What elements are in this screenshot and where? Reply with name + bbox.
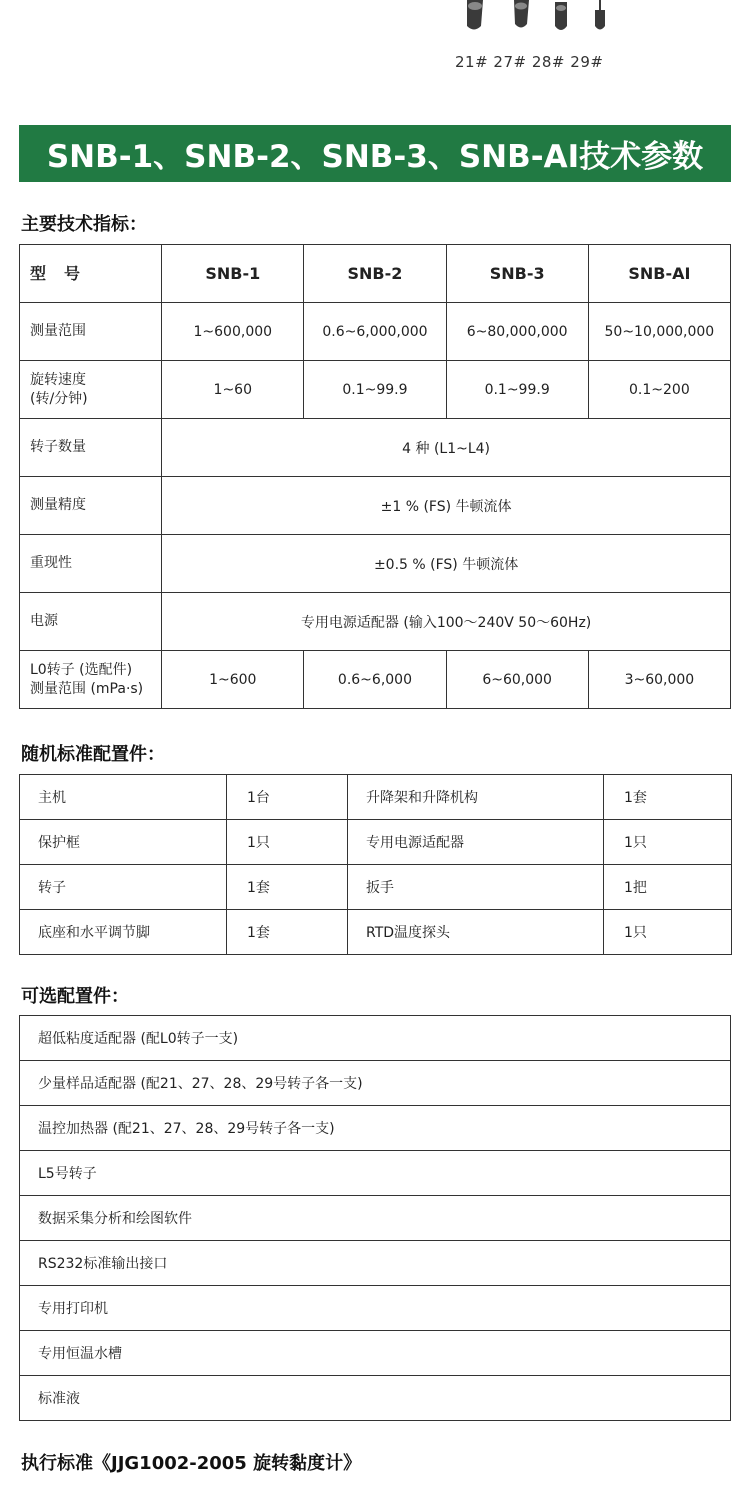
item-qty: 1套 — [227, 865, 348, 910]
item-qty: 1套 — [604, 775, 732, 820]
list-item — [20, 1286, 731, 1331]
item-name: 保护框 — [20, 820, 227, 865]
model-header: 型 号 — [20, 245, 162, 303]
model-snb3: SNB-3 — [446, 245, 588, 303]
item-name: 扳手 — [348, 865, 604, 910]
item-name: 升降架和升降机构 — [348, 775, 604, 820]
item-qty: 1只 — [604, 910, 732, 955]
optional-item: 数据采集分析和绘图软件 — [20, 1196, 731, 1241]
spec-row-speed — [20, 361, 731, 419]
row-label: 重现性 — [20, 535, 162, 593]
table-cell: 1~60 — [162, 361, 304, 419]
rotor-29-icon — [593, 0, 607, 34]
item-qty: 1台 — [227, 775, 348, 820]
item-name: RTD温度探头 — [348, 910, 604, 955]
optional-item: L5号转子 — [20, 1151, 731, 1196]
spec-row-range — [20, 303, 731, 361]
list-item — [20, 1376, 731, 1421]
merged-cell: 专用电源适配器 (输入100～240V 50～60Hz) — [162, 593, 731, 651]
table-cell: 0.1~99.9 — [446, 361, 588, 419]
item-qty: 1只 — [227, 820, 348, 865]
list-item — [20, 1106, 731, 1151]
row-label: 电源 — [20, 593, 162, 651]
main-spec-title: 主要技术指标： — [21, 214, 147, 235]
model-snbai: SNB-AI — [588, 245, 730, 303]
table-cell: 6~60,000 — [446, 651, 588, 709]
table-cell: 50~10,000,000 — [588, 303, 730, 361]
item-name: 专用电源适配器 — [348, 820, 604, 865]
spec-table — [19, 244, 731, 709]
merged-cell: ±1 % (FS) 牛顿流体 — [162, 477, 731, 535]
optional-config-title: 可选配置件： — [21, 986, 129, 1007]
list-item — [20, 1151, 731, 1196]
row-label: 测量范围 — [20, 303, 162, 361]
optional-item: RS232标准输出接口 — [20, 1241, 731, 1286]
row-label — [20, 651, 162, 709]
standard-config-table — [19, 774, 732, 955]
table-row — [20, 775, 732, 820]
list-item — [20, 1061, 731, 1106]
table-row — [20, 910, 732, 955]
spec-row-power — [20, 593, 731, 651]
list-item — [20, 1016, 731, 1061]
spec-banner: SNB-1、SNB-2、SNB-3、SNB-AI技术参数 — [19, 125, 731, 182]
row-label: 测量精度 — [20, 477, 162, 535]
table-cell: 0.6~6,000,000 — [304, 303, 446, 361]
row-label-line2: (转/分钟) — [30, 390, 88, 407]
rotor-21-icon — [461, 0, 487, 34]
optional-config-table — [19, 1015, 731, 1421]
list-item — [20, 1196, 731, 1241]
table-cell: 0.6~6,000 — [304, 651, 446, 709]
standard-reference-title: 执行标准《JJG1002-2005 旋转黏度计》 — [21, 1453, 362, 1474]
spec-row-accuracy — [20, 477, 731, 535]
spec-header-row — [20, 245, 731, 303]
rotor-27-icon — [509, 0, 533, 32]
row-label-line1: L0转子 (选配件) — [30, 661, 133, 678]
spec-row-repeatability — [20, 535, 731, 593]
list-item — [20, 1241, 731, 1286]
list-item — [20, 1331, 731, 1376]
table-cell: 1~600 — [162, 651, 304, 709]
optional-item: 超低粘度适配器 (配L0转子一支) — [20, 1016, 731, 1061]
item-name: 底座和水平调节脚 — [20, 910, 227, 955]
table-cell: 0.1~99.9 — [304, 361, 446, 419]
merged-cell: 4 种 (L1~L4) — [162, 419, 731, 477]
standard-config-title: 随机标准配置件： — [21, 744, 165, 765]
item-name: 转子 — [20, 865, 227, 910]
table-row — [20, 820, 732, 865]
spec-row-l0 — [20, 651, 731, 709]
model-snb2: SNB-2 — [304, 245, 446, 303]
rotor-strip — [455, 0, 625, 40]
row-label: 转子数量 — [20, 419, 162, 477]
merged-cell: ±0.5 % (FS) 牛顿流体 — [162, 535, 731, 593]
optional-item: 温控加热器 (配21、27、28、29号转子各一支) — [20, 1106, 731, 1151]
row-label — [20, 361, 162, 419]
optional-item: 少量样品适配器 (配21、27、28、29号转子各一支) — [20, 1061, 731, 1106]
row-label-line1: 旋转速度 — [30, 371, 86, 388]
table-cell: 6~80,000,000 — [446, 303, 588, 361]
rotor-28-icon — [552, 0, 570, 34]
model-snb1: SNB-1 — [162, 245, 304, 303]
spec-row-rotor-count — [20, 419, 731, 477]
optional-item: 专用打印机 — [20, 1286, 731, 1331]
rotor-labels: 21# 27# 28# 29# — [455, 53, 604, 71]
item-name: 主机 — [20, 775, 227, 820]
item-qty: 1套 — [227, 910, 348, 955]
optional-item: 专用恒温水槽 — [20, 1331, 731, 1376]
row-label-line2: 测量范围 (mPa·s) — [30, 680, 144, 697]
table-cell: 3~60,000 — [588, 651, 730, 709]
item-qty: 1只 — [604, 820, 732, 865]
table-row — [20, 865, 732, 910]
optional-item: 标准液 — [20, 1376, 731, 1421]
item-qty: 1把 — [604, 865, 732, 910]
table-cell: 0.1~200 — [588, 361, 730, 419]
table-cell: 1~600,000 — [162, 303, 304, 361]
